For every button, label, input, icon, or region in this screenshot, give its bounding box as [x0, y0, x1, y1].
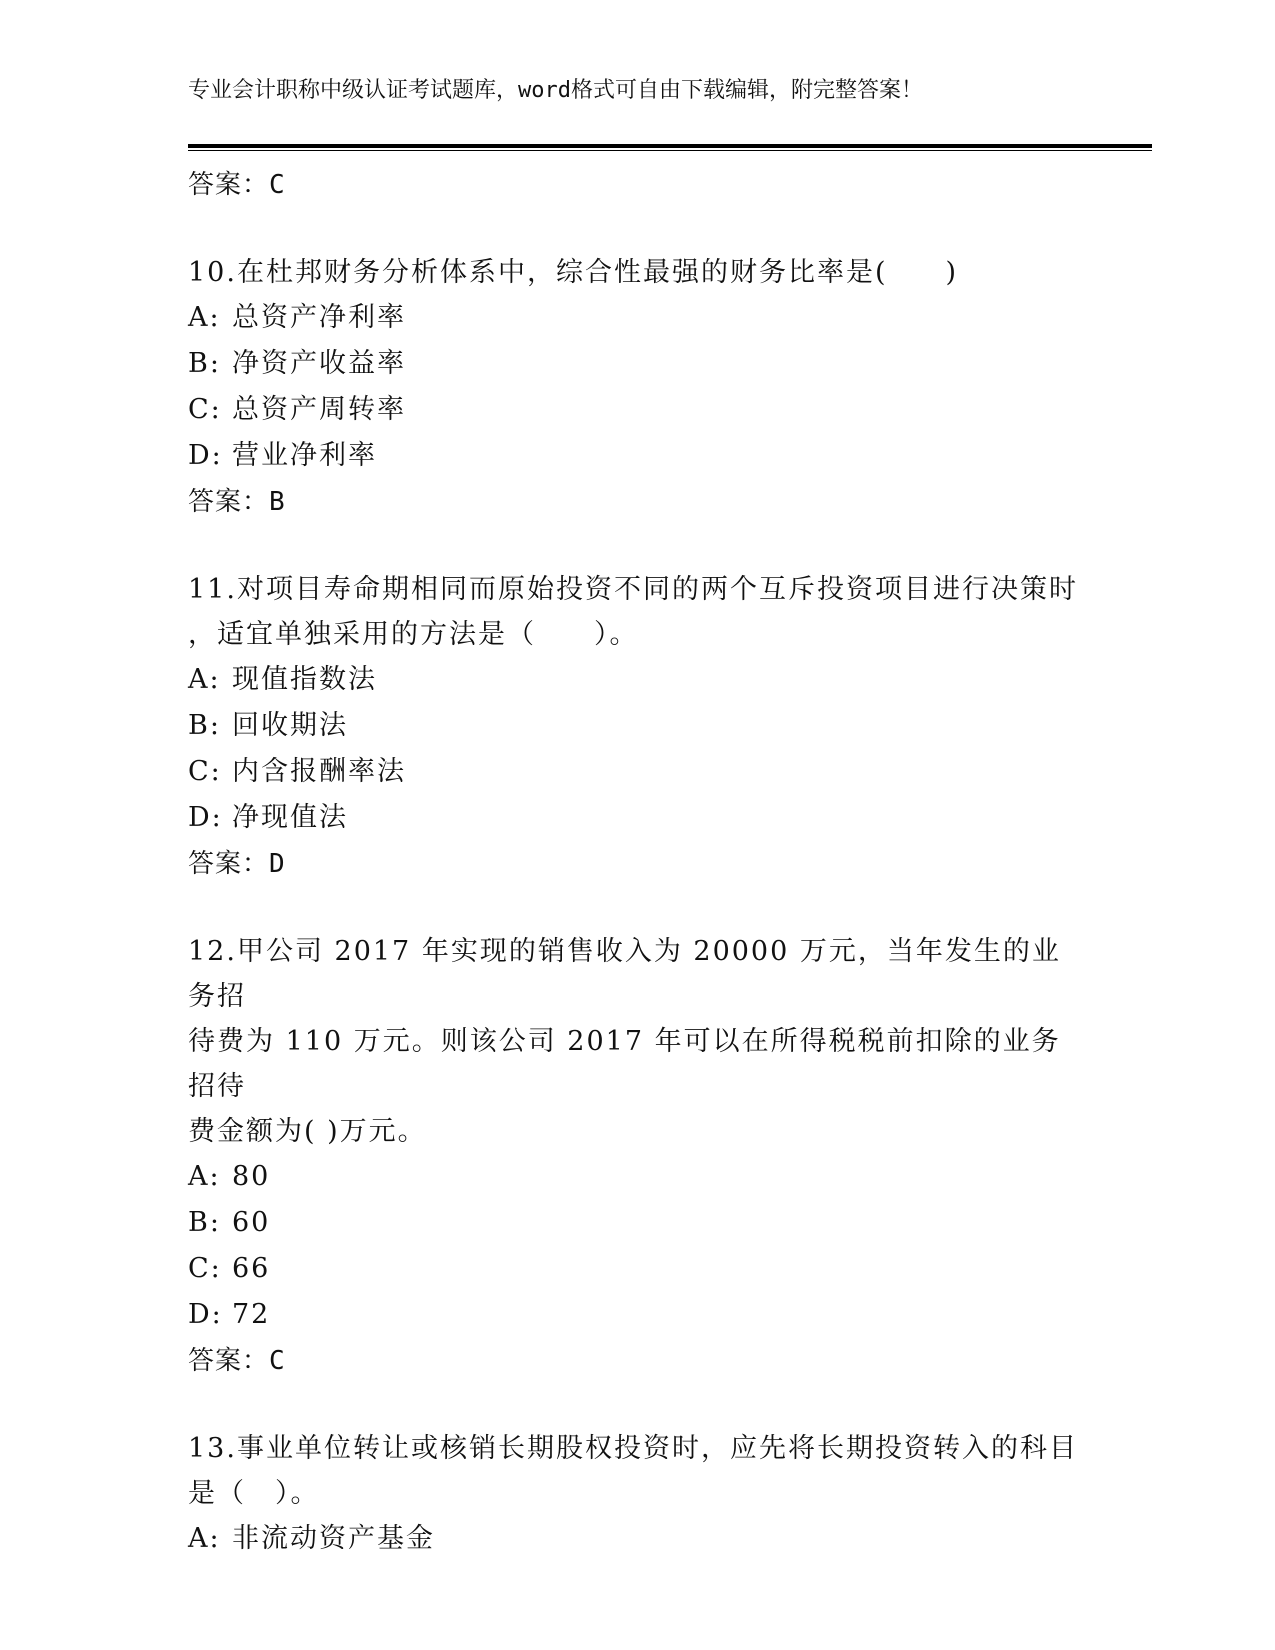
option-text: 非流动资产基金: [232, 1523, 435, 1554]
question-11: [188, 567, 1088, 887]
option-c: [188, 749, 1088, 795]
option-d: [188, 433, 1088, 479]
answer: 答案：B: [188, 487, 286, 517]
question-text-line: 13.事业单位转让或核销长期股权投资时，应先将长期投资转入的科目: [188, 1433, 1078, 1464]
option-key: B:: [188, 1207, 221, 1238]
exam-content: [188, 162, 1088, 1562]
option-key: D:: [188, 440, 223, 471]
option-key: A:: [188, 664, 221, 695]
question-text: 10.在杜邦财务分析体系中，综合性最强的财务比率是( ): [188, 257, 959, 288]
option-text: 60: [232, 1207, 271, 1238]
option-key: A:: [188, 302, 221, 333]
option-text: 现值指数法: [232, 664, 377, 695]
option-b: [188, 341, 1088, 387]
question-text-line: 费金额为( )万元。: [188, 1116, 427, 1147]
answer: 答案：D: [188, 849, 286, 879]
option-key: C:: [188, 1253, 222, 1284]
option-a: [188, 657, 1088, 703]
option-text: 内含报酬率法: [232, 756, 406, 787]
option-key: C:: [188, 756, 222, 787]
header-rule-thin: [188, 150, 1152, 151]
option-key: D:: [188, 802, 223, 833]
option-text: 总资产周转率: [232, 394, 406, 425]
question-13: [188, 1426, 1088, 1562]
option-text: 净资产收益率: [232, 348, 406, 379]
option-key: B:: [188, 348, 221, 379]
option-d: [188, 1292, 1088, 1338]
header-divider: [188, 144, 1152, 151]
option-a: [188, 1154, 1088, 1200]
option-text: 营业净利率: [232, 440, 377, 471]
question-text-line: ，适宜单独采用的方法是（ ）。: [188, 619, 639, 650]
question-text-line: 待费为 110 万元。则该公司 2017 年可以在所得税税前扣除的业务招待: [188, 1026, 1061, 1102]
option-a: [188, 295, 1088, 341]
option-key: A:: [188, 1161, 221, 1192]
option-text: 回收期法: [232, 710, 348, 741]
answer: 答案：C: [188, 1346, 286, 1376]
question-text-line: 是（ ）。: [188, 1478, 320, 1509]
option-a: [188, 1516, 1088, 1562]
option-c: [188, 1246, 1088, 1292]
option-text: 72: [232, 1299, 271, 1330]
option-d: [188, 795, 1088, 841]
option-b: [188, 703, 1088, 749]
option-text: 80: [232, 1161, 271, 1192]
option-text: 净现值法: [232, 802, 348, 833]
header-rule-thick: [188, 144, 1152, 148]
option-key: B:: [188, 710, 221, 741]
question-10: [188, 250, 1088, 525]
option-text: 66: [232, 1253, 271, 1284]
previous-answer: 答案：C: [188, 170, 286, 200]
question-12: [188, 929, 1088, 1384]
question-text-line: 11.对项目寿命期相同而原始投资不同的两个互斥投资项目进行决策时: [188, 574, 1078, 605]
option-b: [188, 1200, 1088, 1246]
question-text-line: 12.甲公司 2017 年实现的销售收入为 20000 万元，当年发生的业务招: [188, 936, 1061, 1012]
option-text: 总资产净利率: [232, 302, 406, 333]
option-key: C:: [188, 394, 222, 425]
option-c: [188, 387, 1088, 433]
page-header: 专业会计职称中级认证考试题库，word格式可自由下载编辑，附完整答案！: [188, 78, 923, 103]
option-key: D:: [188, 1299, 223, 1330]
option-key: A:: [188, 1523, 221, 1554]
